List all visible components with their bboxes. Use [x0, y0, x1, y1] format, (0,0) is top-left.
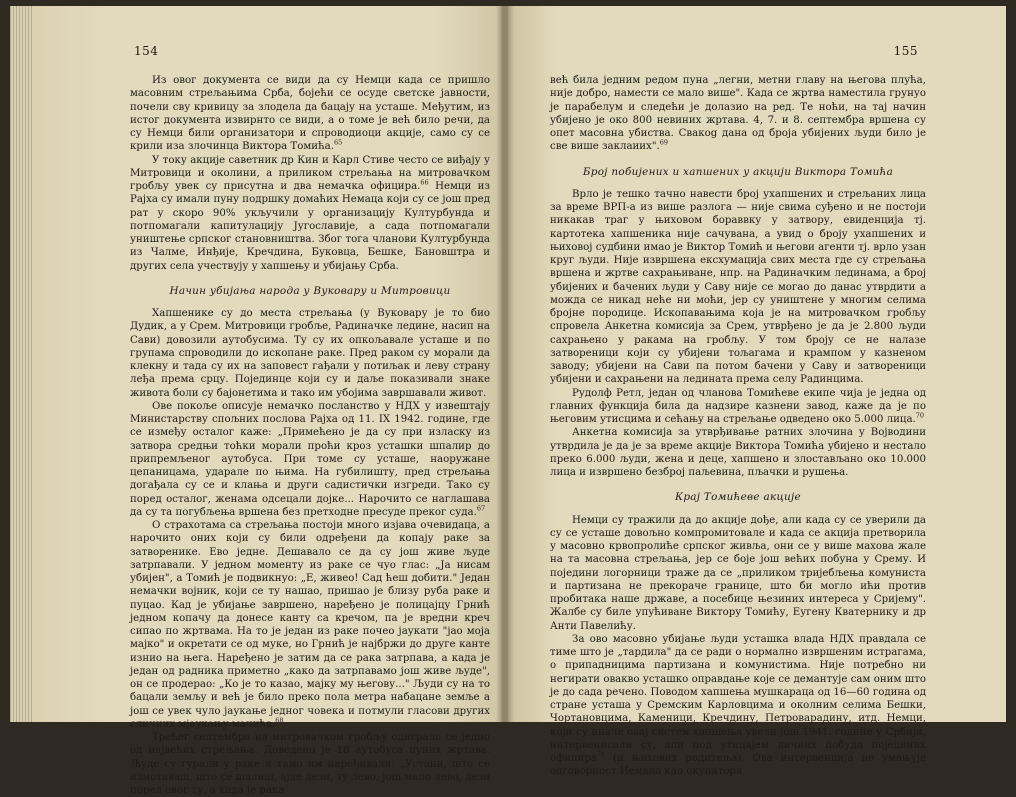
paragraph: Из овог документа се види да су Немци када се пришло масовним стрељањима Срба, бојећи се осуде светске јавности, почели сву кривицу за злодела да бацају на усташе. Међутим, из истог документа извирнто се види, а о томе је већ било речи, да су Немци били организатори и спроводиоци акције, само су се крили иза злочинца Виктора Томића.$^{65}$ — [130, 75, 490, 153]
paragraph: Рудолф Ретл, један од чланова Томићеве екипе чија је једна од главних функција била да надзире казнени завод, каже да је по његовим утисцима и сећању на стрељање одведено око 5.000 лица.$^{70}$ — [550, 387, 926, 425]
paragraph: већ била једним редом пуна „легни, метни главу на његова плућа, није добро, намести се мало више". Када се жртва наместила грунуо је парабелум и следећи је долазио на ред. Те ноћи, на тај начин убијено је око 800 невиних жртава. 4, 7. и 8. септембра вршена су опет масовна убиства. Свакоg дана од броја убијених људи било је све више заклаиих".$^{69}$ — [550, 75, 926, 153]
paragraph: Ове покоље описује немачко посланство у НДХ у извештају Министарству спољних послова Рајха од 11. IX 1942. године, где се између осталог каже: „Примећено је да су при изласку из затвора средњи тоћки морали проћи кроз усташки шпалир до припремљеног аутобуса. При томе су усташе, наоружане цепаницама, ударале по њима. На губилишту, пред стрељања догађала су се и клања и други садистички изгреди. Тако су поред осталог, женама одсецали дојке... Нарочито се наглашава да су та погубљења вршена без претходне пресуде преког суда.$^{67}$ — [130, 400, 490, 518]
footnote-ref: 71 — [596, 750, 606, 759]
section-heading: Крај Томићеве акције — [675, 491, 801, 504]
section-heading: Број побијених и хапшених у акцији Виктора Томића — [582, 165, 894, 178]
left-page-text — [130, 74, 490, 797]
page-number: 154 — [134, 44, 159, 58]
paragraph: У току акције саветник др Кин и Карл Стиве често се виђају у Митровици и околини, а приликом стрељања на митровачком гробљу увек су присутна и два немачка официра.$^{66}$ Немци из Рајха су имали пуну подршку домаћих Немаца који су се још пред рат у скоро 90% укључили у организацију Културбунда и потпомагали капитулацију Југославије, а сада потпомагали уништење српског становништва. Због тога чланови Културбунда из Чалме, Инђије, Кречдина, Буковца, Бешке, Бановштра и других села учествују у хапшењу и убијању Срба. — [130, 154, 490, 272]
page-edges — [10, 6, 32, 722]
footnote-ref: 68 — [275, 716, 284, 725]
section-heading: Начин убијања народа у Вуковару и Митровици — [169, 284, 451, 297]
footnote-ref: 70 — [915, 411, 925, 420]
paragraph: Анкетна комисија за утврђивање ратних злочина у Војводини утврдила је да је за време акције Виктора Томића убијено и нестало преко 6.000 људи, жена и деце, хапшено и злостављано око 10.000 лица и извршено безброј паљевина, пљачки и рушења. — [550, 427, 926, 478]
left-page — [10, 6, 508, 796]
paragraph: Трећег септембра на митровачком гробљу одиграло се једно од највећих стрељања. Доведено је 18 аутобуса пуних жртава. Људе су гурали у раке и тамо им наређивали: „Устани, што се измотаваш, што се шалиш, ајде лези, ту лево, још мало лево, лези поред овог ту, а када је рака — [130, 732, 490, 796]
footnote-ref: 65 — [333, 138, 343, 147]
footnote-ref: 66 — [420, 178, 429, 187]
footnote-ref: 69 — [659, 138, 669, 147]
paragraph: Хапшенике су до места стрељања (у Вуковару је то био Дудик, а у Срем. Митровици гробље, Радиначке ледине, насип на Сави) довозили аутобусима. Ту су их опкољавале усташе и по групама спроводили до ископане раке. Пред раком су морали да клекну и тада су их на заповест гађали у потиљак и леву страну леђа према срцу. Појединце који су и даље показивали знаке живота боли су бајонетима и тако им убојима завршавали живот. — [130, 308, 490, 399]
paragraph: За ово масовно убијање људи усташка влада НДХ правдала се тиме што је „тардила" да се ради о нормално извршеним истрагама, о припадницима партизана и комунистима. Није потребно ни негирати овакво усташко оправдање које се демантује сам оним што је до сада речено. Поводом хапшења мушкараца од 16—60 година од стране усташа у Сремским Карловцима и околним селима Бешки, Чортановцима, Каменици, Кречдину, Петроварадину, итд. Немци, који су иначе овај систем хапшења увели још 1941. године у Србији, интервенисали су, али под утицајем личних побуда појединих официра$^{71}$ (и њихових родитеља). Ова интервенција не умањује одговорност Немаца као окупатора — [550, 633, 926, 778]
right-page — [508, 6, 1006, 778]
footnote-ref: 67 — [476, 504, 486, 513]
book-spread — [10, 6, 1006, 796]
page-number: 155 — [893, 44, 918, 58]
paragraph: Немци су тражили да до акције дође, али када су се уверили да су се усташе довољно компромитовале и када се акција претворила у масовно крвопролиће српског живља, они се у више махова жале на та масовна стрељања, јер се боје још већих побуна у Срему. И поједини логорници траже да се „приликом тријебљења комуниста и партизана не прекораче границе, што би могло ићи против пробитака наше државе, а посебице њезиних интереса у Сријему". Жалбе су биле упућиване Виктору Томићу, Еугену Кватернику и др Анти Павелићу. — [550, 514, 926, 632]
paragraph: Врло је тешко тачно навести број ухапшених и стрељаних лица за време ВРП-а из више разлога — није свима суђено и не постоји никакав траг у њиховом бораввку у затвору, евиденција тј. картотека хапшеника није сачувана, а увид о броју ухапшених и њиховој судбини имао је Виктор Томић и његови агенти тј. врло узан круг људи. Није извршена ексхумација свих места где су стрељања вршена и жртве сахрањиване, нпр. на Радиначким лединама, а број убијених и бачених људи у Саву није се могао до данас утврдити а можда се никад неће ни моћи, јер су уништене у многим селима бројне породице. Ископавањима која је на митровачком гробљу спровела Анкетна комисија за Срем, утврђено је да је 2.800 људи сахрањено у ракама на гробљу. У том броју се не налазе затвореници који су убијени тољагама и крампом у казненом заводу; убијени на Сави па потом бачени у Саву и затвореници убијени и сахрањени на ледината према селу Радинцима. — [550, 188, 926, 386]
right-page-text — [550, 74, 926, 779]
paragraph: О страхотама са стрељања постоји много изјава очевидаца, а нарочито оних који су били одређени да копају раке за затворенике. Ево једне. Дешавало се да су још живе људе затрпавали. У једном моменту из раке се чуо глас: „Ја нисам убијен", а Томић је подвикнуо: „Е, живео! Сад ћеш добити." Један немачки војник, који се ту нашао, пришао је близу руба раке и пуцао. Кад је убијање завршено, наређено је полицајцу Грнић једном копачу да донесе канту са кречом, па је вредни креч сипао по жртвама. На то је један из раке почео јаукати "јао моја мајко" и окретати се од муке, но Грнић је најбржи до друге канте изнио на њега. Наређено је затим да се рака затрпава, а када је један од радника приметно „како да затрпавамо још живе људе", он се продерао: „Ко је то казао, мајку му његову..." Људи су на то бацали земљу и већ је било преко пола метра набацане земље а још се увек чуло јаукање једног човека и потмули гласови других сличних мјаукању мачића.$^{68}$ — [130, 520, 490, 730]
book-gutter — [500, 6, 514, 722]
